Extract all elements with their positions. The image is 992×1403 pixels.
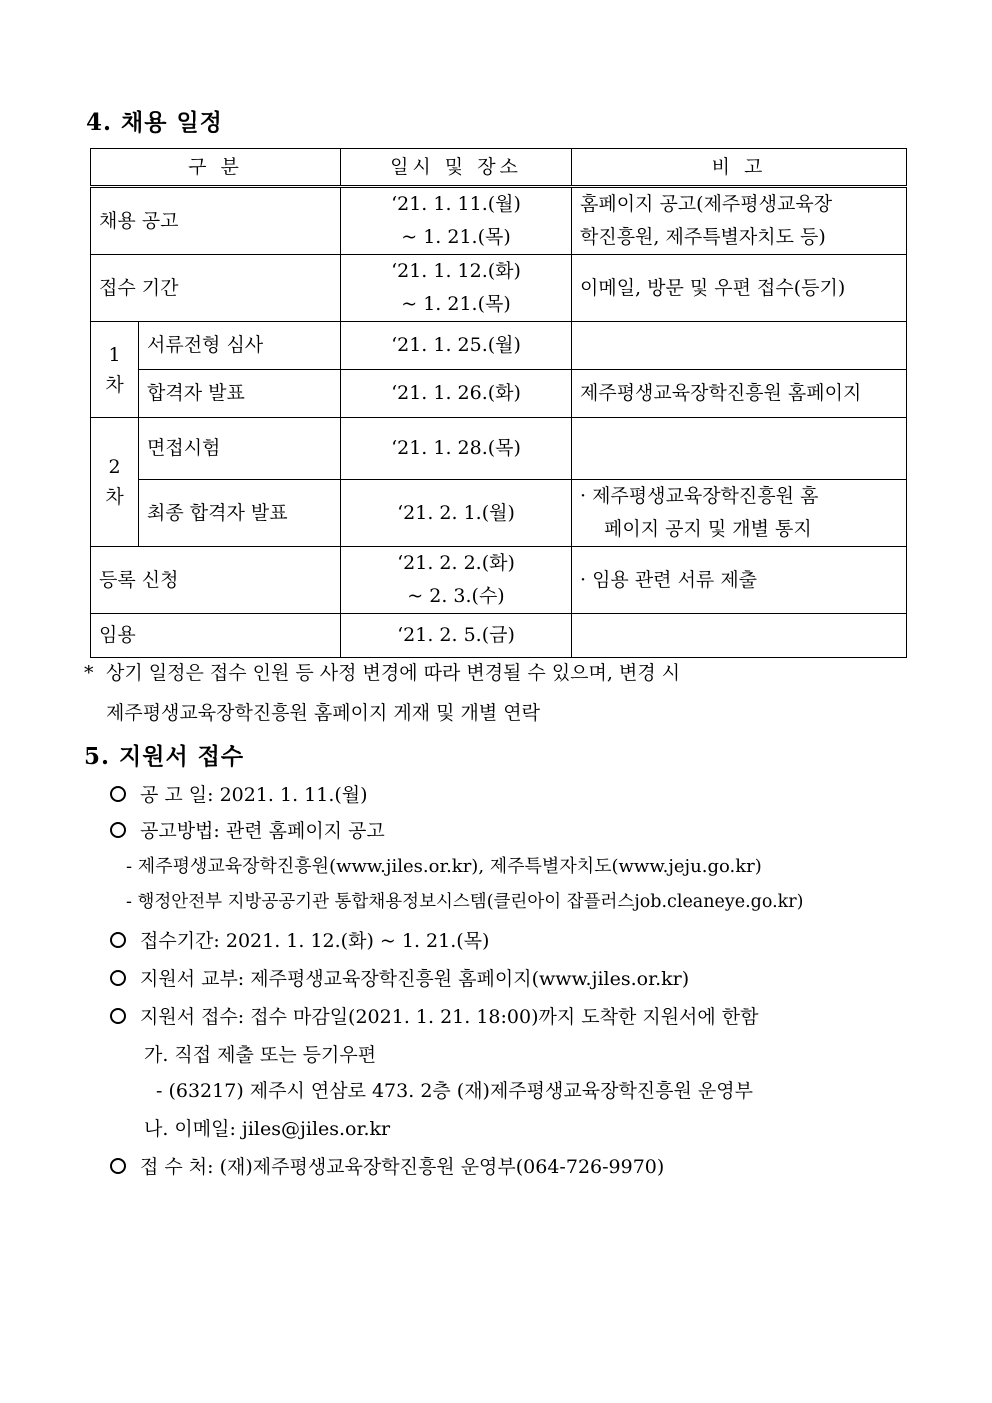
table-row	[91, 187, 907, 255]
row-date: ‘21. 2. 1.(월)	[341, 480, 572, 547]
method-sub-item: - 제주평생교육장학진흥원(www.jiles.or.kr), 제주특별자치도(www.jeju.go.kr)	[126, 856, 762, 877]
schedule-table	[90, 148, 907, 658]
row-label: 채용 공고	[91, 187, 341, 255]
table-row	[91, 547, 907, 614]
row-date: ‘21. 1. 11.(월) ~ 1. 21.(목)	[341, 187, 572, 255]
list-item-announce-date: 공 고 일: 2021. 1. 11.(월)	[110, 780, 368, 807]
row-note: 홈페이지 공고(제주평생교육장 학진흥원, 제주특별자치도 등)	[572, 187, 907, 255]
circle-bullet-icon	[110, 1008, 126, 1024]
row-label: 최종 합격자 발표	[139, 480, 341, 547]
row-label: 임용	[91, 614, 341, 658]
stage-1-label: 1 차	[91, 322, 139, 418]
method-sub-item: - 행정안전부 지방공공기관 통합채용정보시스템(클린아이 잡플러스job.cleaneye.go.kr)	[126, 892, 804, 912]
row-note: · 임용 관련 서류 제출	[572, 547, 907, 614]
row-label: 서류전형 심사	[139, 322, 341, 370]
stage-2-label: 2 차	[91, 418, 139, 547]
circle-bullet-icon	[110, 932, 126, 948]
row-label: 접수 기간	[91, 255, 341, 322]
row-note	[572, 418, 907, 480]
list-item-period: 접수기간: 2021. 1. 12.(화) ~ 1. 21.(목)	[110, 926, 489, 953]
row-label: 합격자 발표	[139, 370, 341, 418]
row-note: 이메일, 방문 및 우편 접수(등기)	[572, 255, 907, 322]
row-note	[572, 322, 907, 370]
list-item-distribution: 지원서 교부: 제주평생교육장학진흥원 홈페이지(www.jiles.or.kr)	[110, 964, 689, 991]
table-row	[91, 322, 907, 370]
section-5-title: 5. 지원서 접수	[84, 743, 245, 770]
table-row	[91, 255, 907, 322]
row-date: ‘21. 1. 25.(월)	[341, 322, 572, 370]
row-label: 면접시험	[139, 418, 341, 480]
table-row	[91, 614, 907, 658]
row-date: ‘21. 1. 12.(화) ~ 1. 21.(목)	[341, 255, 572, 322]
row-note: · 제주평생교육장학진흥원 홈 페이지 공지 및 개별 통지	[572, 480, 907, 547]
asterisk-mark: *	[84, 662, 94, 684]
list-item-submission: 지원서 접수: 접수 마감일(2021. 1. 21. 18:00)까지 도착한 지원서에 한함	[110, 1002, 759, 1029]
row-date: ‘21. 1. 28.(목)	[341, 418, 572, 480]
row-date: ‘21. 2. 2.(화) ~ 2. 3.(수)	[341, 547, 572, 614]
table-row	[91, 480, 907, 547]
section-4-title: 4. 채용 일정	[86, 109, 223, 136]
list-item-announce-method: 공고방법: 관련 홈페이지 공고	[110, 816, 385, 843]
header-category: 구 분	[91, 149, 341, 187]
table-row	[91, 418, 907, 480]
row-date: ‘21. 1. 26.(화)	[341, 370, 572, 418]
circle-bullet-icon	[110, 1158, 126, 1174]
circle-bullet-icon	[110, 970, 126, 986]
row-note	[572, 614, 907, 658]
header-remarks: 비 고	[572, 149, 907, 187]
submission-sub-item: 나. 이메일: jiles@jiles.or.kr	[144, 1118, 391, 1140]
circle-bullet-icon	[110, 786, 126, 802]
row-date: ‘21. 2. 5.(금)	[341, 614, 572, 658]
submission-sub-item: 가. 직접 제출 또는 등기우편	[144, 1044, 377, 1066]
header-date-place: 일시 및 장소	[341, 149, 572, 187]
schedule-note-continued: 제주평생교육장학진흥원 홈페이지 게재 및 개별 연락	[106, 702, 540, 724]
table-header-row	[91, 149, 907, 187]
submission-address: - (63217) 제주시 연삼로 473. 2층 (재)제주평생교육장학진흥원 운영부	[156, 1080, 753, 1102]
circle-bullet-icon	[110, 822, 126, 838]
schedule-note: * 상기 일정은 접수 인원 등 사정 변경에 따라 변경될 수 있으며, 변경 시	[84, 662, 681, 684]
row-note: 제주평생교육장학진흥원 홈페이지	[572, 370, 907, 418]
list-item-office: 접 수 처: (재)제주평생교육장학진흥원 운영부(064-726-9970)	[110, 1152, 664, 1179]
table-row	[91, 370, 907, 418]
row-label: 등록 신청	[91, 547, 341, 614]
